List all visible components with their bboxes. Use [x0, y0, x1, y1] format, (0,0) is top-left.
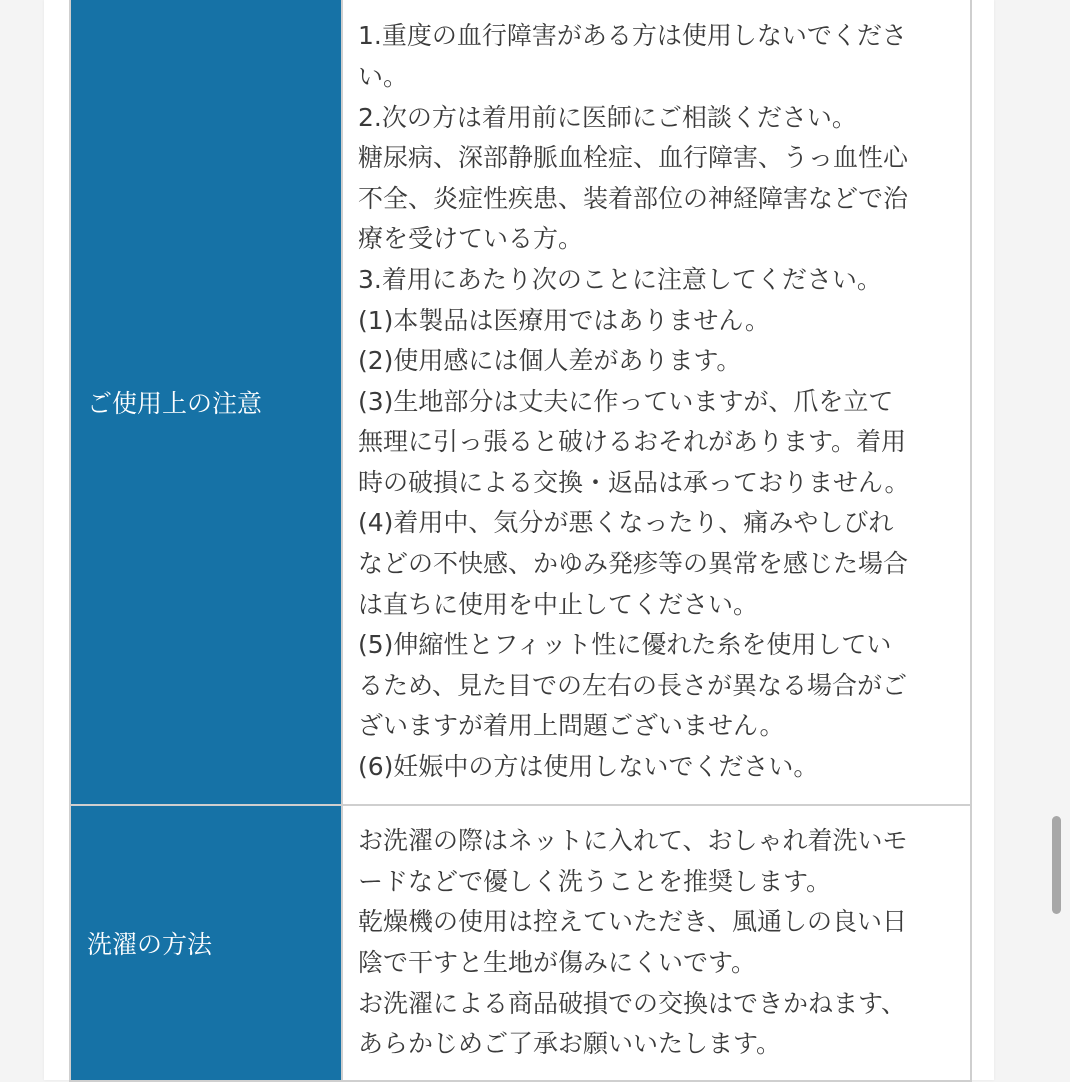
text-line: 糖尿病、深部静脈血栓症、血行障害、うっ血性心	[358, 143, 909, 173]
row-content-usage-cautions	[342, 0, 971, 805]
text-line: ードなどで優しく洗うことを推奨します。	[358, 866, 832, 896]
text-line: 療を受けている方。	[358, 224, 584, 254]
product-info-table	[69, 0, 972, 1082]
text-line: (5)伸縮性とフィット性に優れた糸を使用してい	[358, 630, 892, 660]
text-line: などの不快感、かゆみ発疹等の異常を感じた場合	[358, 549, 909, 579]
text-line: 不全、炎症性疾患、装着部位の神経障害などで治	[358, 183, 909, 213]
text-line: るため、見た目での左右の長さが異なる場合がご	[358, 670, 908, 700]
table-row-usage-cautions	[70, 0, 971, 805]
text-line: ざいますが着用上問題ございません。	[358, 711, 785, 741]
text-line: (4)着用中、気分が悪くなったり、痛みやしびれ	[358, 508, 894, 538]
text-line: (2)使用感には個人差があります。	[358, 346, 742, 376]
row-label-usage-cautions: ご使用上の注意	[70, 0, 342, 805]
text-line: お洗濯の際はネットに入れて、おしゃれ着洗いモ	[358, 826, 908, 856]
text-line: 1.重度の血行障害がある方は使用しないでくださ	[358, 21, 907, 51]
text-line: は直ちに使用を中止してください。	[358, 589, 759, 619]
text-line: 陰で干すと生地が傷みにくいです。	[358, 948, 757, 977]
text-line: 乾燥機の使用は控えていただき、風通しの良い日	[358, 907, 908, 937]
text-line: あらかじめご了承お願いいたします。	[358, 1029, 782, 1059]
text-line: 2.次の方は着用前に医師にご相談ください。	[358, 102, 857, 132]
text-line: お洗濯による商品破損での交換はできかねます、	[358, 988, 907, 1018]
text-line: (3)生地部分は丈夫に作っていますが、爪を立て	[358, 386, 894, 416]
text-line: 3.着用にあたり次のことに注意してください。	[358, 264, 882, 294]
row-content-washing-method	[342, 805, 971, 1081]
text-line: (6)妊娠中の方は使用しないでください。	[358, 752, 819, 782]
text-line: 時の破損による交換・返品は承っておりません。	[358, 467, 910, 497]
scrollbar-thumb[interactable]	[1052, 816, 1061, 914]
text-line: い。	[358, 61, 409, 91]
text-line: 無理に引っ張ると破けるおそれがあります。着用	[358, 427, 907, 457]
row-label-washing-method: 洗濯の方法	[70, 805, 342, 1081]
text-line: (1)本製品は医療用ではありません。	[358, 305, 770, 335]
table-row-washing-method	[70, 805, 971, 1081]
